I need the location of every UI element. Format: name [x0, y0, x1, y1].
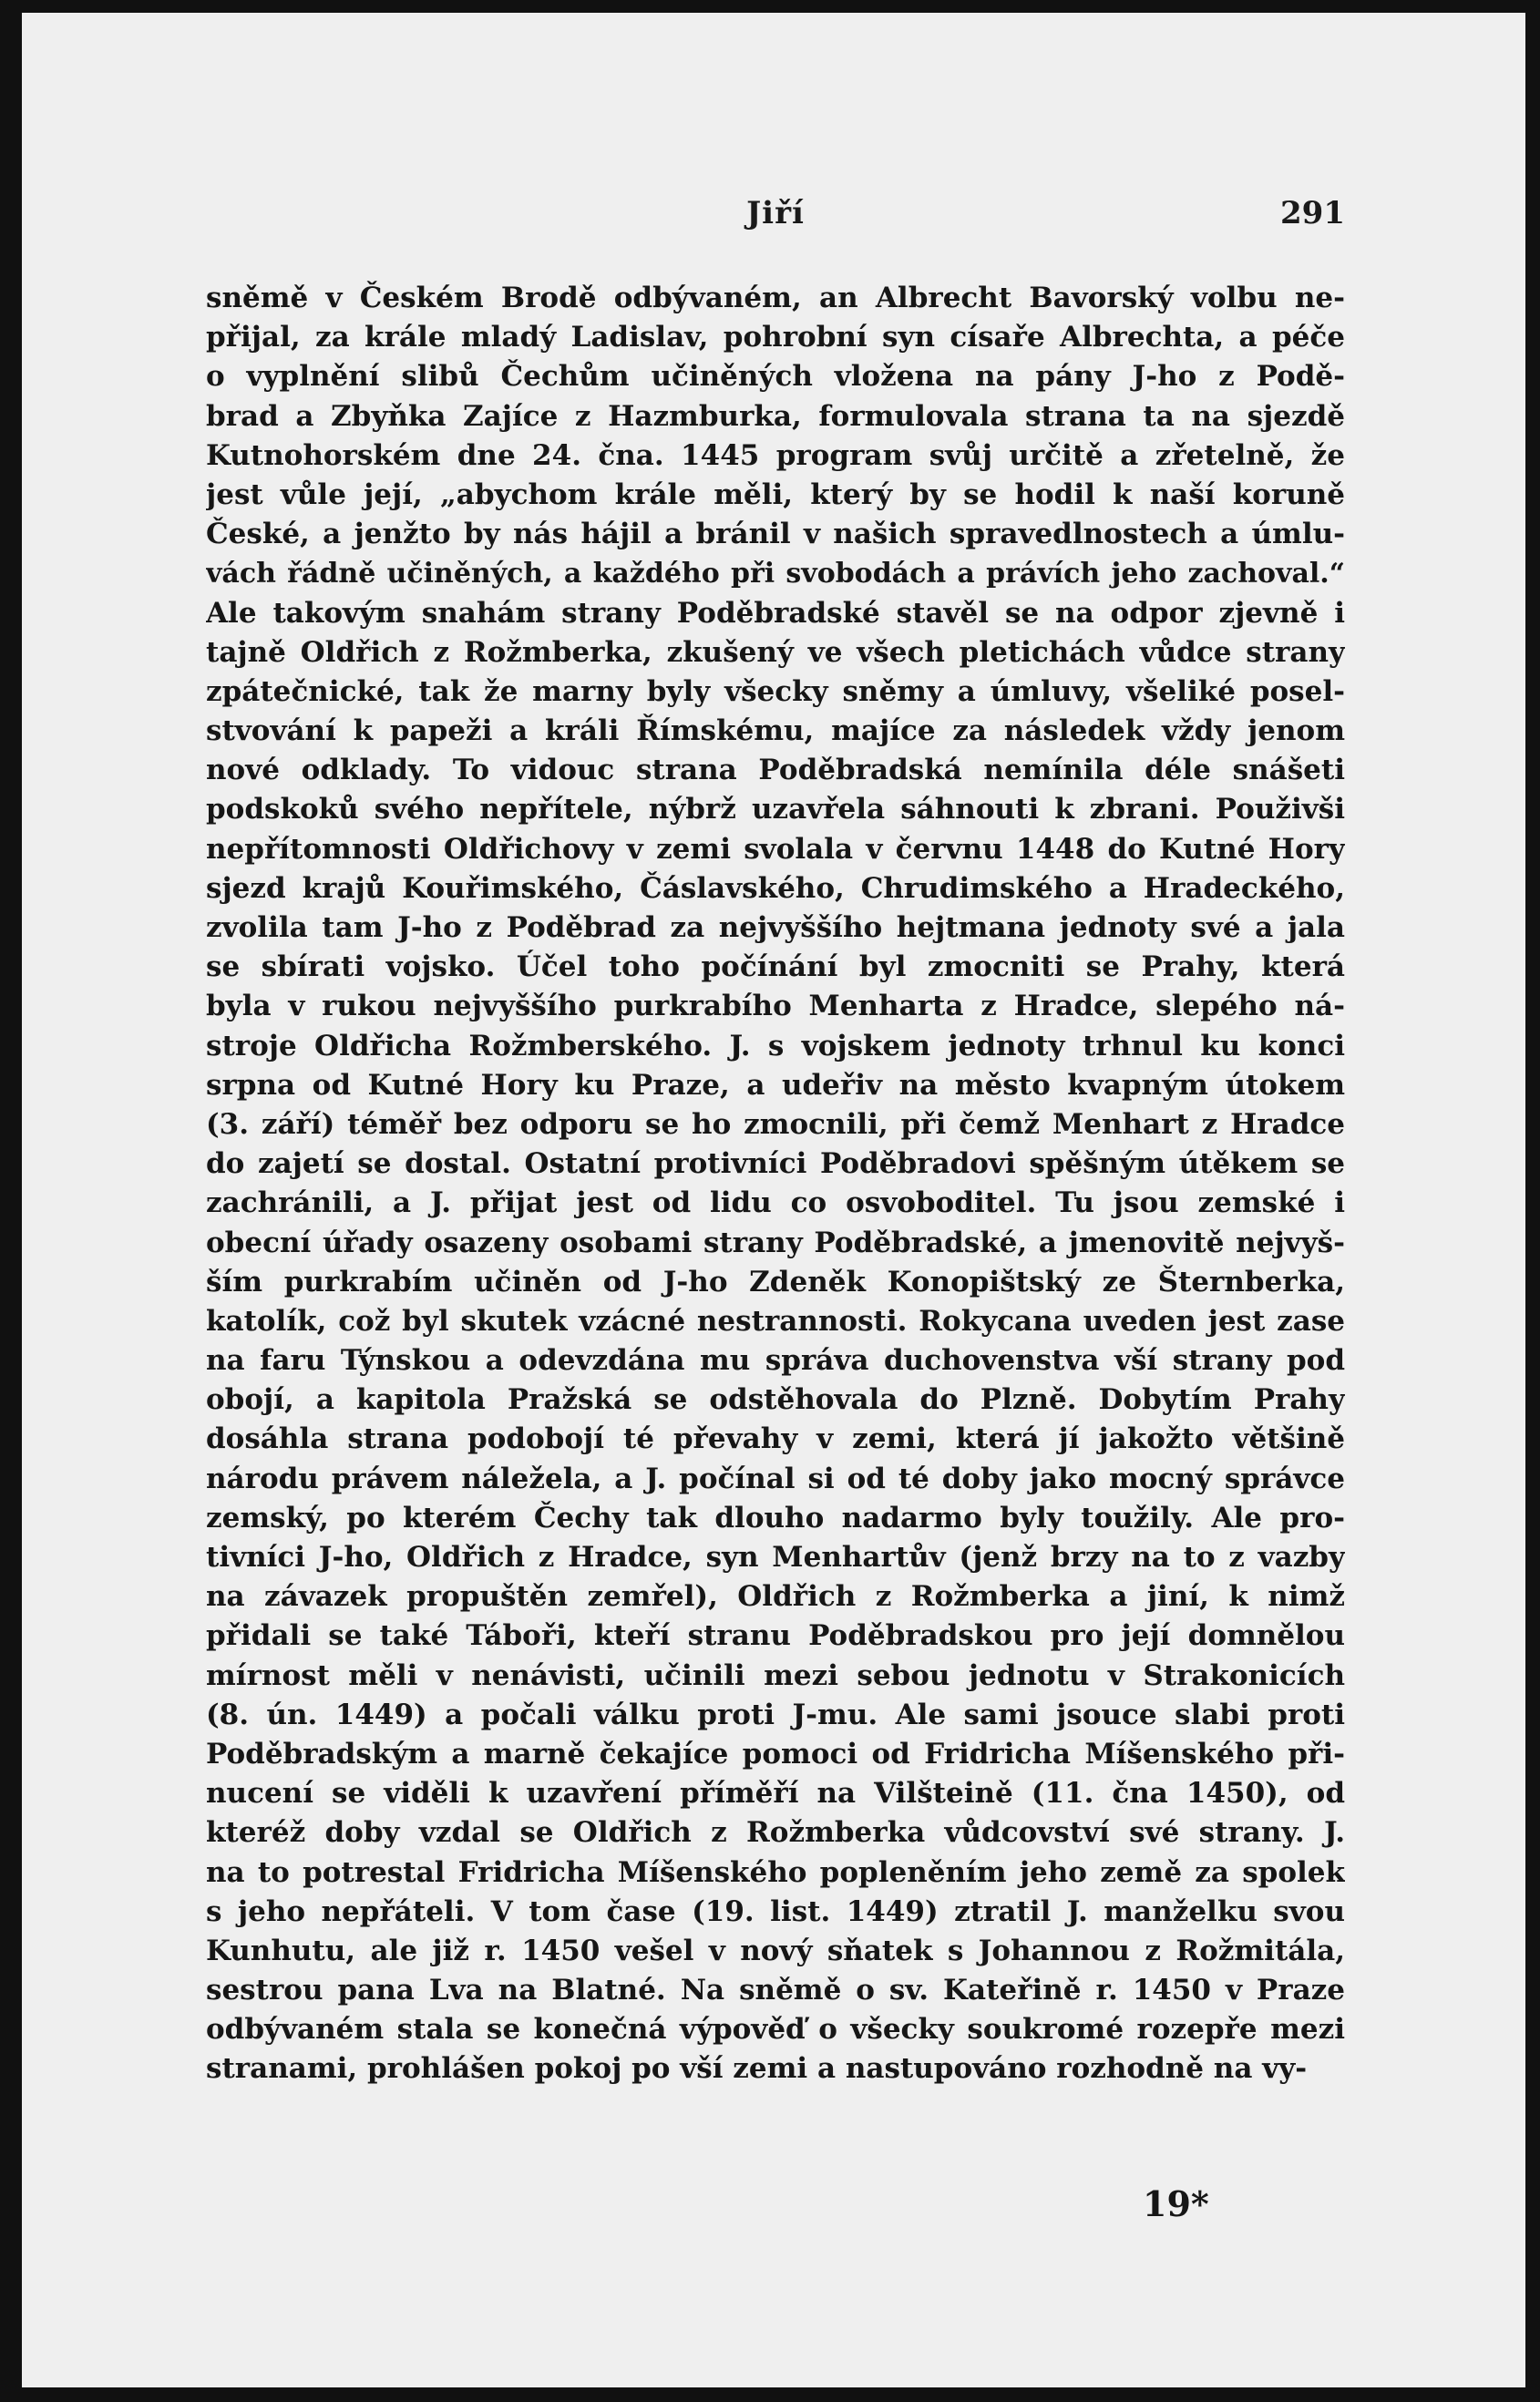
- text-line: stvování k papeži a králi Římskému, majíce za následek vždy jenom: [206, 714, 1345, 748]
- text-line: do zajetí se dostal. Ostatní protivníci Poděbradovi spěšným útěkem se: [206, 1147, 1345, 1181]
- text-line: zachránili, a J. přijat jest od lidu co osvoboditel. Tu jsou zemské i: [206, 1186, 1345, 1220]
- text-line: katolík, což byl skutek vzácné nestrannosti. Rokycana uveden jest zase: [206, 1304, 1345, 1338]
- book-page: [22, 13, 1525, 2387]
- text-line: (3. září) téměř bez odporu se ho zmocnili, při čemž Menhart z Hradce: [206, 1107, 1345, 1141]
- text-line: Ale takovým snahám strany Poděbradské stavěl se na odpor zjevně i: [206, 596, 1345, 630]
- text-line: sestrou pana Lva na Blatné. Na sněmě o sv. Kateřině r. 1450 v Praze: [206, 1974, 1345, 2007]
- text-line: stranami, prohlášen pokoj po vší zemi a nastupováno rozhodně na vy-: [206, 2052, 1308, 2086]
- text-line: srpna od Kutné Hory ku Praze, a udeřiv na město kvapným útokem: [206, 1068, 1345, 1102]
- page-number: 291: [1280, 195, 1345, 231]
- text-line: zpátečnické, tak že marny byly všecky sněmy a úmluvy, všeliké posel-: [206, 674, 1345, 708]
- text-line: nové odklady. To vidouc strana Poděbradská nemínila déle snášeti: [206, 754, 1345, 787]
- text-line: vách řádně učiněných, a každého při svobodách a právích jeho zachoval.“: [206, 558, 1345, 590]
- text-line: sjezd krajů Kouřimského, Čáslavského, Chrudimského a Hradeckého,: [206, 871, 1345, 905]
- text-line: Kutnohorském dne 24. čna. 1445 program svůj určitě a zřetelně, že: [206, 438, 1345, 472]
- text-line: zemský, po kterém Čechy tak dlouho nadarmo byly toužily. Ale pro-: [206, 1501, 1345, 1535]
- text-line: o vyplnění slibů Čechům učiněných vložena na pány J-ho z Podě-: [206, 360, 1345, 394]
- text-line: sněmě v Českém Brodě odbývaném, an Albrecht Bavorský volbu ne-: [206, 282, 1345, 314]
- text-line: mírnost měli v nenávisti, učinili mezi sebou jednotu v Strakonicích: [206, 1658, 1345, 1692]
- signature-mark: 19*: [1143, 2183, 1209, 2224]
- text-line: nepřítomnosti Oldřichovy v zemi svolala v červnu 1448 do Kutné Hory: [206, 832, 1345, 866]
- text-line: obecní úřady osazeny osobami strany Poděbradské, a jmenovitě nejvyš-: [206, 1226, 1345, 1259]
- text-line: dosáhla strana podobojí té převahy v zemi, která jí jakožto většině: [206, 1422, 1345, 1456]
- text-line: na to potrestal Fridricha Míšenského popleněním jeho země za spolek: [206, 1855, 1345, 1889]
- text-line: odbývaném stala se konečná výpověď o všecky soukromé rozepře mezi: [206, 2013, 1345, 2047]
- text-line: brad a Zbyňka Zajíce z Hazmburka, formulovala strana ta na sjezdě: [206, 399, 1345, 433]
- text-line: tajně Oldřich z Rožmberka, zkušený ve všech pletichách vůdce strany: [206, 635, 1345, 669]
- text-line: zvolila tam J-ho z Poděbrad za nejvyššího hejtmana jednoty své a jala: [206, 911, 1345, 944]
- text-line: obojí, a kapitola Pražská se odstěhovala do Plzně. Dobytím Prahy: [206, 1383, 1345, 1417]
- text-line: jest vůle její, „abychom krále měli, který by se hodil k naší koruně: [206, 477, 1345, 511]
- text-line: byla v rukou nejvyššího purkrabího Menharta z Hradce, slepého ná-: [206, 990, 1345, 1023]
- running-head: Jiří: [746, 195, 805, 231]
- text-line: na faru Týnskou a odevzdána mu správa duchovenstva vší strany pod: [206, 1344, 1345, 1378]
- page-header: [206, 195, 1345, 250]
- text-line: stroje Oldřicha Rožmberského. J. s vojskem jednoty trhnul ku konci: [206, 1029, 1345, 1062]
- text-line: České, a jenžto by nás hájil a bránil v našich spravedlnostech a úmlu-: [206, 518, 1345, 551]
- text-line: tivníci J-ho, Oldřich z Hradce, syn Menhartův (jenž brzy na to z vazby: [206, 1541, 1345, 1574]
- text-line: na závazek propuštěn zemřel), Oldřich z Rožmberka a jiní, k nimž: [206, 1580, 1345, 1614]
- text-line: ším purkrabím učiněn od J-ho Zdeněk Konopištský ze Šternberka,: [206, 1265, 1345, 1299]
- text-line: (8. ún. 1449) a počali válku proti J-mu. Ale sami jsouce slabi proti: [206, 1698, 1345, 1731]
- text-line: nucení se viděli k uzavření příměří na Vilšteině (11. čna 1450), od: [206, 1777, 1345, 1811]
- text-line: přijal, za krále mladý Ladislav, pohrobní syn císaře Albrechta, a péče: [206, 321, 1345, 354]
- text-line: Kunhutu, ale již r. 1450 vešel v nový sňatek s Johannou z Rožmitála,: [206, 1934, 1345, 1967]
- text-line: kteréž doby vzdal se Oldřich z Rožmberka vůdcovství své strany. J.: [206, 1816, 1345, 1850]
- text-line: přidali se také Táboři, kteří stranu Poděbradskou pro její domnělou: [206, 1619, 1345, 1653]
- text-line: Poděbradským a marně čekajíce pomoci od Fridricha Míšenského při-: [206, 1737, 1345, 1771]
- text-line: národu právem náležela, a J. počínal si od té doby jako mocný správce: [206, 1462, 1345, 1495]
- text-line: podskoků svého nepřítele, nýbrž uzavřela sáhnouti k zbrani. Použivši: [206, 793, 1345, 826]
- text-line: se sbírati vojsko. Účel toho počínání byl zmocniti se Prahy, která: [206, 950, 1345, 984]
- text-line: s jeho nepřáteli. V tom čase (19. list. 1449) ztratil J. manželku svou: [206, 1894, 1345, 1928]
- body-text: [206, 279, 1345, 2089]
